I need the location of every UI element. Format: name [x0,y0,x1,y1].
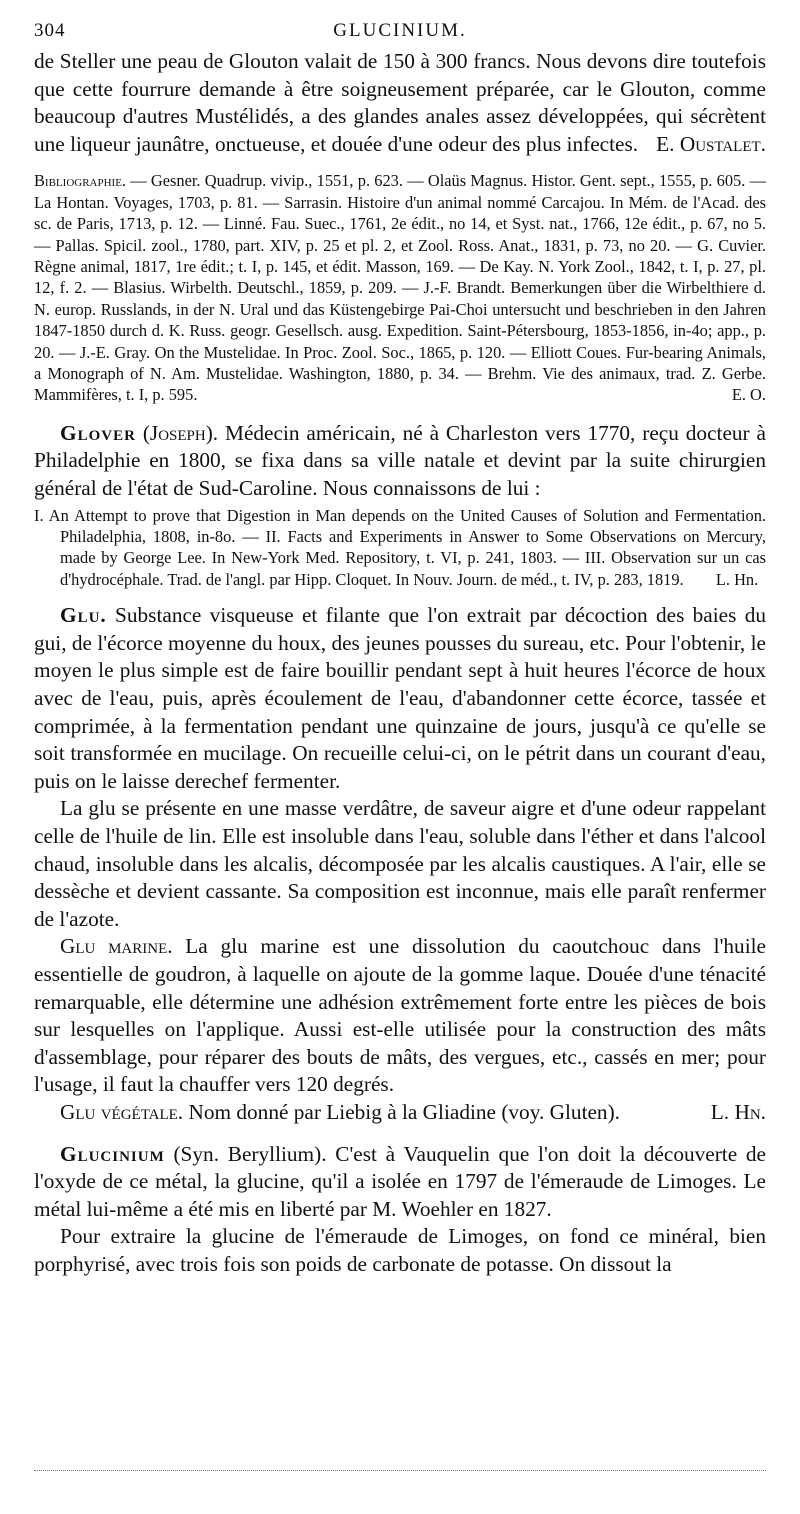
glu-marine-label: Glu marine. [60,934,173,959]
glover-works-text: I. An Attempt to prove that Digestion in Man depends on the United Causes of Solution and Fermentation. Philadelphia, 1808, in-8o. — II. Facts and Experiments in Answer to Some Observations on Mercury, made by George Lee. In New-York Med. Repository, t. VI, p. 241, 1803. — III. Observation sur un cas d'hydrocéphale. Trad. de l'angl. par Hipp. Cloquet. In Nouv. Journ. de méd., t. IV, p. 283, 1819. [34,505,766,589]
glover-entry [34,420,766,503]
running-header [34,18,766,48]
glouton-signature: E. Oustalet. [656,131,766,156]
page [34,18,766,1279]
glu-entry [34,602,766,795]
glouton-text: de Steller une peau de Glouton valait de 150 à 300 francs. Nous devons dire toutefois que cette fourrure demande à être soigneusement préparée, car le Glouton, comme beaucoup d'autres Mustélidés, a des glandes anales assez développées, qui sécrètent une liqueur jaunâtre, onctueuse, et douée d'une odeur des plus infectes. [34,49,766,156]
glu-vegetale-text: Nom donné par Liebig à la Gliadine (voy. Gluten). [188,1099,621,1124]
page-number: 304 [34,20,66,41]
running-title: GLUCINIUM. [333,20,467,41]
glover-signature: L. Hn. [715,569,759,589]
glucinium-paragraph-2: Pour extraire la glucine de l'émeraude de Limoges, on fond ce minéral, bien porphyrisé, avec trois fois son poids de carbonate de potasse. On dissout la [34,1224,766,1276]
glover-forename: (Joseph). [142,420,219,445]
bibliography [34,170,766,405]
glu-paragraph-2: La glu se présente en une masse verdâtre, de saveur aigre et d'une odeur rappelant celle de l'huile de lin. Elle est insoluble dans l'eau, soluble dans l'éther et dans l'alcool chaud, insoluble dans les alcalis, décomposée par les alcalis caustiques. A l'air, elle se dessèche et devient cassante. Sa composition est inconnue, mais elle paraît renfermer de l'azote. [34,796,766,931]
glover-works [34,505,766,591]
glu-vegetale-label: Glu végétale. [60,1099,184,1124]
bibliography-text: — Gesner. Quadrup. vivip., 1551, p. 623. — Olaüs Magnus. Histor. Gent. sept., 1555, p. 605. — La Hontan. Voyages, 1703, p. 81. — Sarrasin. Histoire d'un animal nommé Carcajou. In Mém. de l'Acad. des sc. de Paris, 1713, p. 12. — Linné. Fau. Suec., 1761, 2e édit., no 14, et Syst. nat., 1766, 12e édit., p. 67, no 5. — Pallas. Spicil. zool., 1780, part. XIV, p. 25 et pl. 2, et Zool. Ross. Anat., 1831, p. 73, no 20. — G. Cuvier. Règne animal, 1817, 1re édit.; t. I, p. 145, et édit. Masson, 169. — De Kay. N. York Zool., 1842, t. I, p. 27, pl. 12, f. 2. — Blasius. Wirbelth. Deutschl., 1859, p. 209. — J.-F. Brandt. Bemerkungen über die Wirbelthiere d. N. europ. Russlands, in der N. Ural und das Küstengebirge Pai-Choi untersucht und beschrieben in den Jahren 1847-1850 durch d. K. Russ. geogr. Gesellsch. ausg. Expedition. Saint-Pétersbourg, 1853-1856, in-4o; app., p. 20. — J.-E. Gray. On the Mustelidae. In Proc. Zool. Soc., 1865, p. 120. — Elliott Coues. Fur-bearing Animals, a Monograph of N. Am. Mustelidae. Washington, 1880, p. 34. — Brehm. Vie des animaux, trad. Z. Gerbe. Mammifères, t. I, p. 595. [34,171,766,405]
glu-vegetale [34,1099,766,1127]
glu-signature: L. Hn. [710,1099,766,1124]
glu-marine [34,933,766,1099]
bibliography-label: Bibliographie. [34,171,127,191]
glouton-paragraph [34,48,766,158]
glucinium-entry [34,1141,766,1224]
glu-headword: Glu. [60,603,107,628]
glu-marine-text: La glu marine est une dissolution du caoutchouc dans l'huile essentielle de goudron, à laquelle on ajoute de la gomme laque. Douée d'une ténacité remarquable, elle détermine une adhésion extrêmement forte entre les pièces de bois sur lesquelles on l'applique. Aussi est-elle utilisée pour la construction des mâts d'assemblage, pour réparer des bouts de mâts, des vergues, etc., cassés en mer; pour l'usage, il faut la chauffer vers 120 degrés. [34,934,766,1097]
glu-text: Substance visqueuse et filante que l'on extrait par décoction des baies du gui, de l'écorce moyenne du houx, des jeunes pousses du sureau, etc. Pour l'obtenir, le moyen le plus simple est de faire bouillir pendant sept à huit heures l'écorce de houx avec de l'eau, puis, après écoulement de l'eau, d'abandonner cette écorce, tassée et comprimée, à la fermentation pendant une quinzaine de jours, jusqu'à ce qu'elle se soit transformée en mucilage. On recueille celui-ci, on le pétrit dans un courant d'eau, puis on le laisse derechef fermenter. [34,603,766,793]
glover-text: Médecin américain, né à Charleston vers 1770, reçu docteur à Philadelphie en 1800, se fixa dans sa ville natale et devint par la suite chirurgien général de l'état de Sud-Caroline. Nous connaissons de lui : [34,420,766,501]
glucinium-text: (Syn. Beryllium). C'est à Vauquelin que l'on doit la découverte de l'oxyde de ce métal, la glucine, qu'il a isolée en 1797 de l'émeraude de Limoges. Le métal lui-même a été mis en liberté par M. Woehler en 1827. [34,1141,767,1221]
glucinium-headword: Glucinium [60,1141,165,1166]
glover-headword: Glover [60,420,136,445]
bibliography-signature: E. O. [731,385,766,405]
bottom-dotted-rule [34,1470,766,1471]
